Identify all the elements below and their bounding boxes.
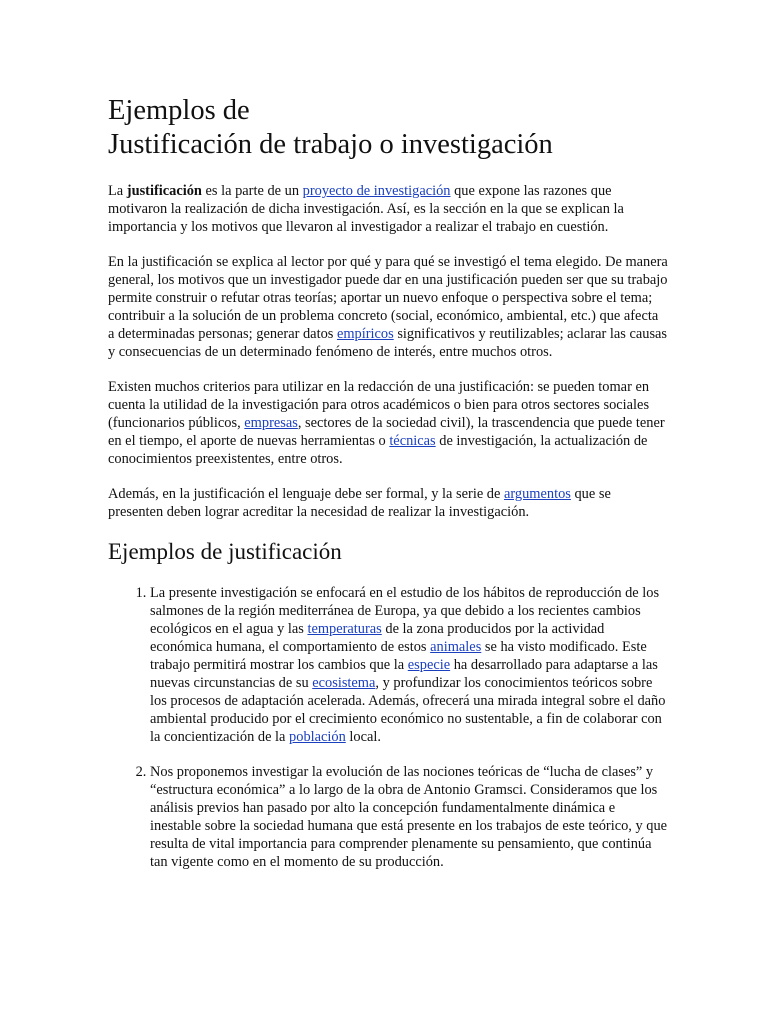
text-run: que se presenten deben lograr acreditar la necesidad de realizar la investigación. bbox=[108, 486, 611, 520]
paragraph-criteria bbox=[108, 378, 668, 468]
link-empiricos[interactable]: empíricos bbox=[336, 326, 394, 342]
page-title bbox=[108, 94, 668, 162]
link-poblacion[interactable]: población bbox=[289, 729, 346, 745]
text-run: es la parte de un bbox=[201, 183, 303, 199]
text-run: de investigación, la actualización de conocimientos preexistentes, entre otros. bbox=[108, 433, 648, 467]
text-run: significativos y reutilizables; aclarar las causas y consecuencias de un determinado fenómeno de interés, entre muchos otros. bbox=[108, 326, 668, 360]
link-argumentos[interactable]: argumentos bbox=[503, 486, 571, 502]
list-item bbox=[150, 584, 668, 746]
text-run: se ha visto modificado. Este trabajo permitirá mostrar los cambios que la bbox=[150, 639, 647, 673]
link-empresas[interactable]: empresas bbox=[244, 415, 298, 431]
section-title: Ejemplos de justificación bbox=[108, 539, 342, 564]
paragraph-language bbox=[108, 485, 668, 521]
text-run: que expone las razones que motivaron la realización de dicha investigación. Así, es la sección en la que se explican la importancia y los motivos que llevaron al investigador a realizar el trabajo en cuestión. bbox=[108, 183, 624, 235]
text-run: ha desarrollado para adaptarse a las nuevas circunstancias de su bbox=[150, 657, 658, 691]
link-ecosistema[interactable]: ecosistema bbox=[312, 675, 376, 691]
bold-term: justificación bbox=[126, 183, 202, 199]
page-title-line-2: Justificación de trabajo o investigación bbox=[108, 129, 553, 160]
text-run: Existen muchos criterios para utilizar en la redacción de una justificación: se pueden tomar en cuenta la utilidad de la investigación para otros académicos o bien para otros sectores sociales (funcionarios públicos, bbox=[108, 379, 650, 431]
text-run: Además, en la justificación el lenguaje debe ser formal, y la serie de bbox=[108, 486, 504, 502]
link-especie[interactable]: especie bbox=[407, 657, 451, 673]
text-run: , sectores de la sociedad civil), la trascendencia que puede tener en el tiempo, el aporte de nuevas herramientas o bbox=[108, 415, 665, 449]
list-item bbox=[150, 763, 668, 871]
page-title-line-1: Ejemplos de bbox=[108, 95, 250, 126]
link-proyecto-de-investigacion[interactable]: proyecto de investigación bbox=[302, 183, 451, 199]
text-run: , y profundizar los conocimientos teóricos sobre los procesos de adaptación acelerada. Además, ofrecerá una mirada integral sobre el daño ambiental producido por el crecimiento económico no sustentable, a fin de colaborar con la concientización de la bbox=[150, 675, 666, 745]
text-run: Nos proponemos investigar la evolución de las nociones teóricas de “lucha de clases” y “estructura económica” a lo largo de la obra de Antonio Gramsci. Consideramos que los análisis previos han pasado por alto la concepción fundamentalmente dinámica e inestable sobre la sociedad humana que está presente en los trabajos de este teórico, y que resulta de vital importancia para comprender plenamente su pensamiento, que continúa tan vigente como en el momento de su producción. bbox=[150, 764, 668, 870]
paragraph-motives bbox=[108, 253, 668, 361]
paragraph-definition bbox=[108, 182, 668, 236]
text-run: La presente investigación se enfocará en el estudio de los hábitos de reproducción de los salmones de la región mediterránea de Europa, ya que debido a los recientes cambios ecológicos en el agua y las bbox=[150, 585, 660, 637]
link-animales[interactable]: animales bbox=[430, 639, 482, 655]
text-run: de la zona producidos por la actividad económica humana, el comportamiento de estos bbox=[150, 621, 605, 655]
text-run: local. bbox=[345, 729, 381, 745]
link-tecnicas[interactable]: técnicas bbox=[389, 433, 436, 449]
link-temperaturas[interactable]: temperaturas bbox=[307, 621, 382, 637]
text-run: En la justificación se explica al lector por qué y para qué se investigó el tema elegido. De manera general, los motivos que un investigador puede dar en una justificación pueden ser que su trabajo permite construir o refutar otras teorías; aportar un nuevo enfoque o perspectiva sobre el tema; contribuir a la solución de un problema concreto (social, económico, ambiental, etc.) que afecta a determinadas personas; generar datos bbox=[108, 254, 668, 342]
text-run: La bbox=[108, 183, 127, 199]
examples-list bbox=[108, 584, 668, 871]
